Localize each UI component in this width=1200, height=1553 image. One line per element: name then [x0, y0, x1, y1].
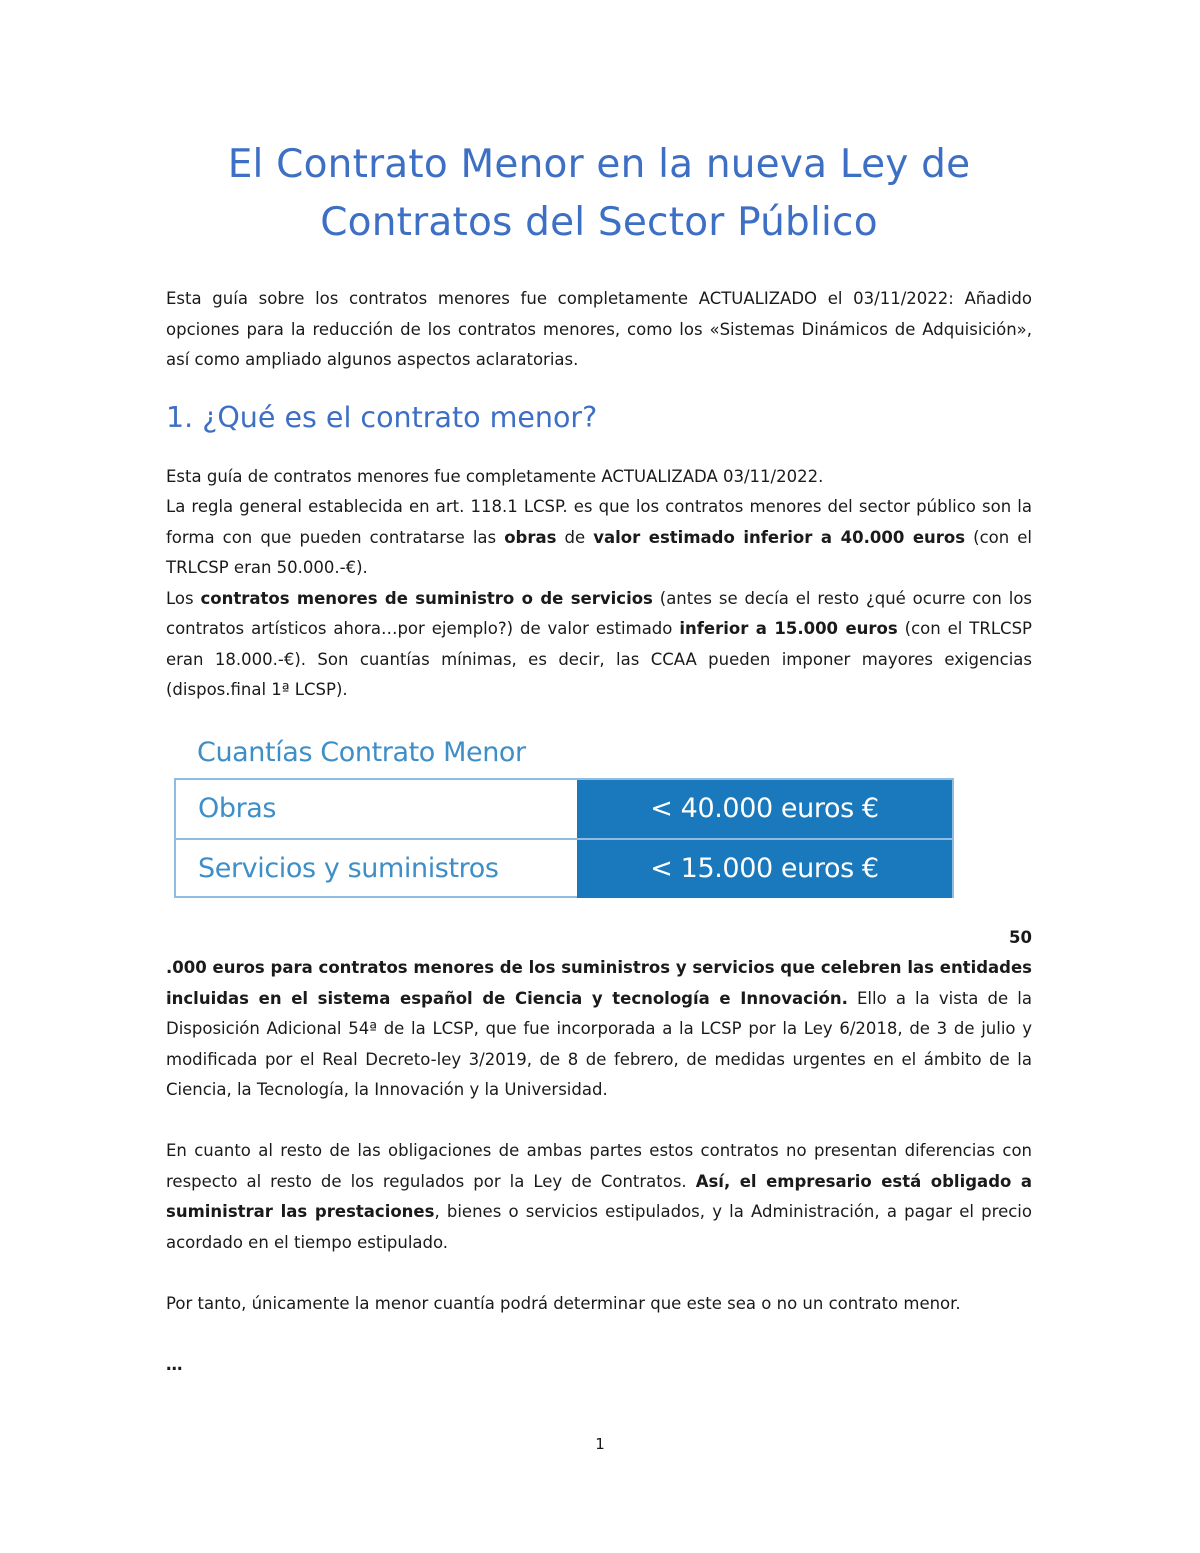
after-table-paragraph — [166, 953, 1032, 1106]
ellipsis-paragraph — [166, 1350, 1032, 1381]
spacer — [166, 1106, 1032, 1137]
document-title — [166, 136, 1032, 252]
oblig-bold: Así, el empresario está obligado a suministrar las prestaciones — [166, 1171, 1032, 1221]
table-row-label: Obras — [198, 792, 277, 824]
ellipsis-text: … — [166, 1354, 183, 1374]
p2-text-c: de — [556, 527, 594, 547]
p3-text-a: Los — [166, 588, 201, 608]
after-table-bold: .000 euros para contratos menores de los suministros y servicios que celebren las entidades incluidas en el sistema español de Ciencia y tecnología e Innovación. — [166, 958, 1032, 1008]
table-row — [176, 780, 952, 838]
oblig-text-a: En cuanto al resto de las obligaciones de ambas partes estos contratos no presentan diferencias con respecto al resto de los regulados por la Ley de Contratos. — [166, 1141, 1032, 1191]
p2-bold-obras: obras — [504, 527, 557, 547]
title-line-2: Contratos del Sector Público — [320, 200, 878, 245]
table-row-value: < 15.000 euros € — [577, 840, 952, 898]
page-content — [166, 136, 1032, 1380]
after-table-number — [166, 923, 1032, 954]
p2-bold-valor: valor estimado inferior a 40.000 euros — [593, 527, 966, 547]
title-line-1: El Contrato Menor en la nueva Ley de — [227, 142, 971, 187]
after-table-rest: Ello a la vista de la Disposición Adicional 54ª de la LCSP, que fue incorporada a la LCSP por la Ley 6/2018, de 3 de julio y modificada por el Real Decreto-ley 3/2019, de 8 de febrero, de medidas urgentes en el ámbito de la Ciencia, la Tecnología, la Innovación y la Universidad. — [166, 988, 1032, 1099]
intro-paragraph: Esta guía sobre los contratos menores fue completamente ACTUALIZADO el 03/11/2022: Añadido opciones para la reducción de los contratos menores, como los «Sistemas Dinámicos de Adquisición», así como ampliado algunos aspectos aclaratorias. — [166, 289, 1032, 369]
p3-text-d: (con el TRLCSP eran 18.000.-€). Son cuantías mínimas, es decir, las CCAA pueden imponer mayores exigencias (dispos.final 1ª LCSP). — [166, 619, 1032, 699]
cuantias-table-figure — [166, 734, 1032, 919]
p2-text-a: La regla general establecida en art. 118.1 LCSP. es que los contratos menores del sector público son la forma con que pueden contratarse las — [166, 497, 1032, 547]
obligaciones-paragraph — [166, 1136, 1032, 1258]
section-1-paragraph-1: Esta guía de contratos menores fue completamente ACTUALIZADA 03/11/2022. — [166, 466, 824, 486]
p3-text-c: (antes se decía el resto ¿qué ocurre con los contratos artísticos ahora…por ejemplo?) de valor estimado — [166, 588, 1033, 638]
section-1-paragraph-3 — [166, 584, 1032, 706]
page-number: 1 — [595, 1435, 605, 1453]
por-tanto-paragraph: Por tanto, únicamente la menor cuantía podrá determinar que este sea o no un contrato menor. — [166, 1293, 961, 1313]
spacer — [166, 1258, 1032, 1289]
table-row — [176, 840, 952, 898]
section-1-paragraph-2 — [166, 492, 1032, 584]
after-table-num-text: 50 — [1009, 927, 1032, 947]
table-row-label: Servicios y suministros — [198, 852, 499, 884]
oblig-text-c: , bienes o servicios estipulados, y la Administración, a pagar el precio acordado en el tiempo estipulado. — [166, 1202, 1032, 1252]
spacer — [166, 1319, 1032, 1350]
p3-bold-contratos: contratos menores de suministro o de servicios — [200, 588, 653, 608]
p2-text-d: (con el TRLCSP eran 50.000.-€). — [166, 527, 1033, 577]
cuantias-table — [174, 778, 954, 898]
cuantias-table-title: Cuantías Contrato Menor — [197, 736, 526, 768]
table-row-value: < 40.000 euros € — [577, 780, 952, 838]
section-1-heading: 1. ¿Qué es el contrato menor? — [166, 400, 598, 434]
p3-bold-inferior: inferior a 15.000 euros — [679, 619, 898, 638]
